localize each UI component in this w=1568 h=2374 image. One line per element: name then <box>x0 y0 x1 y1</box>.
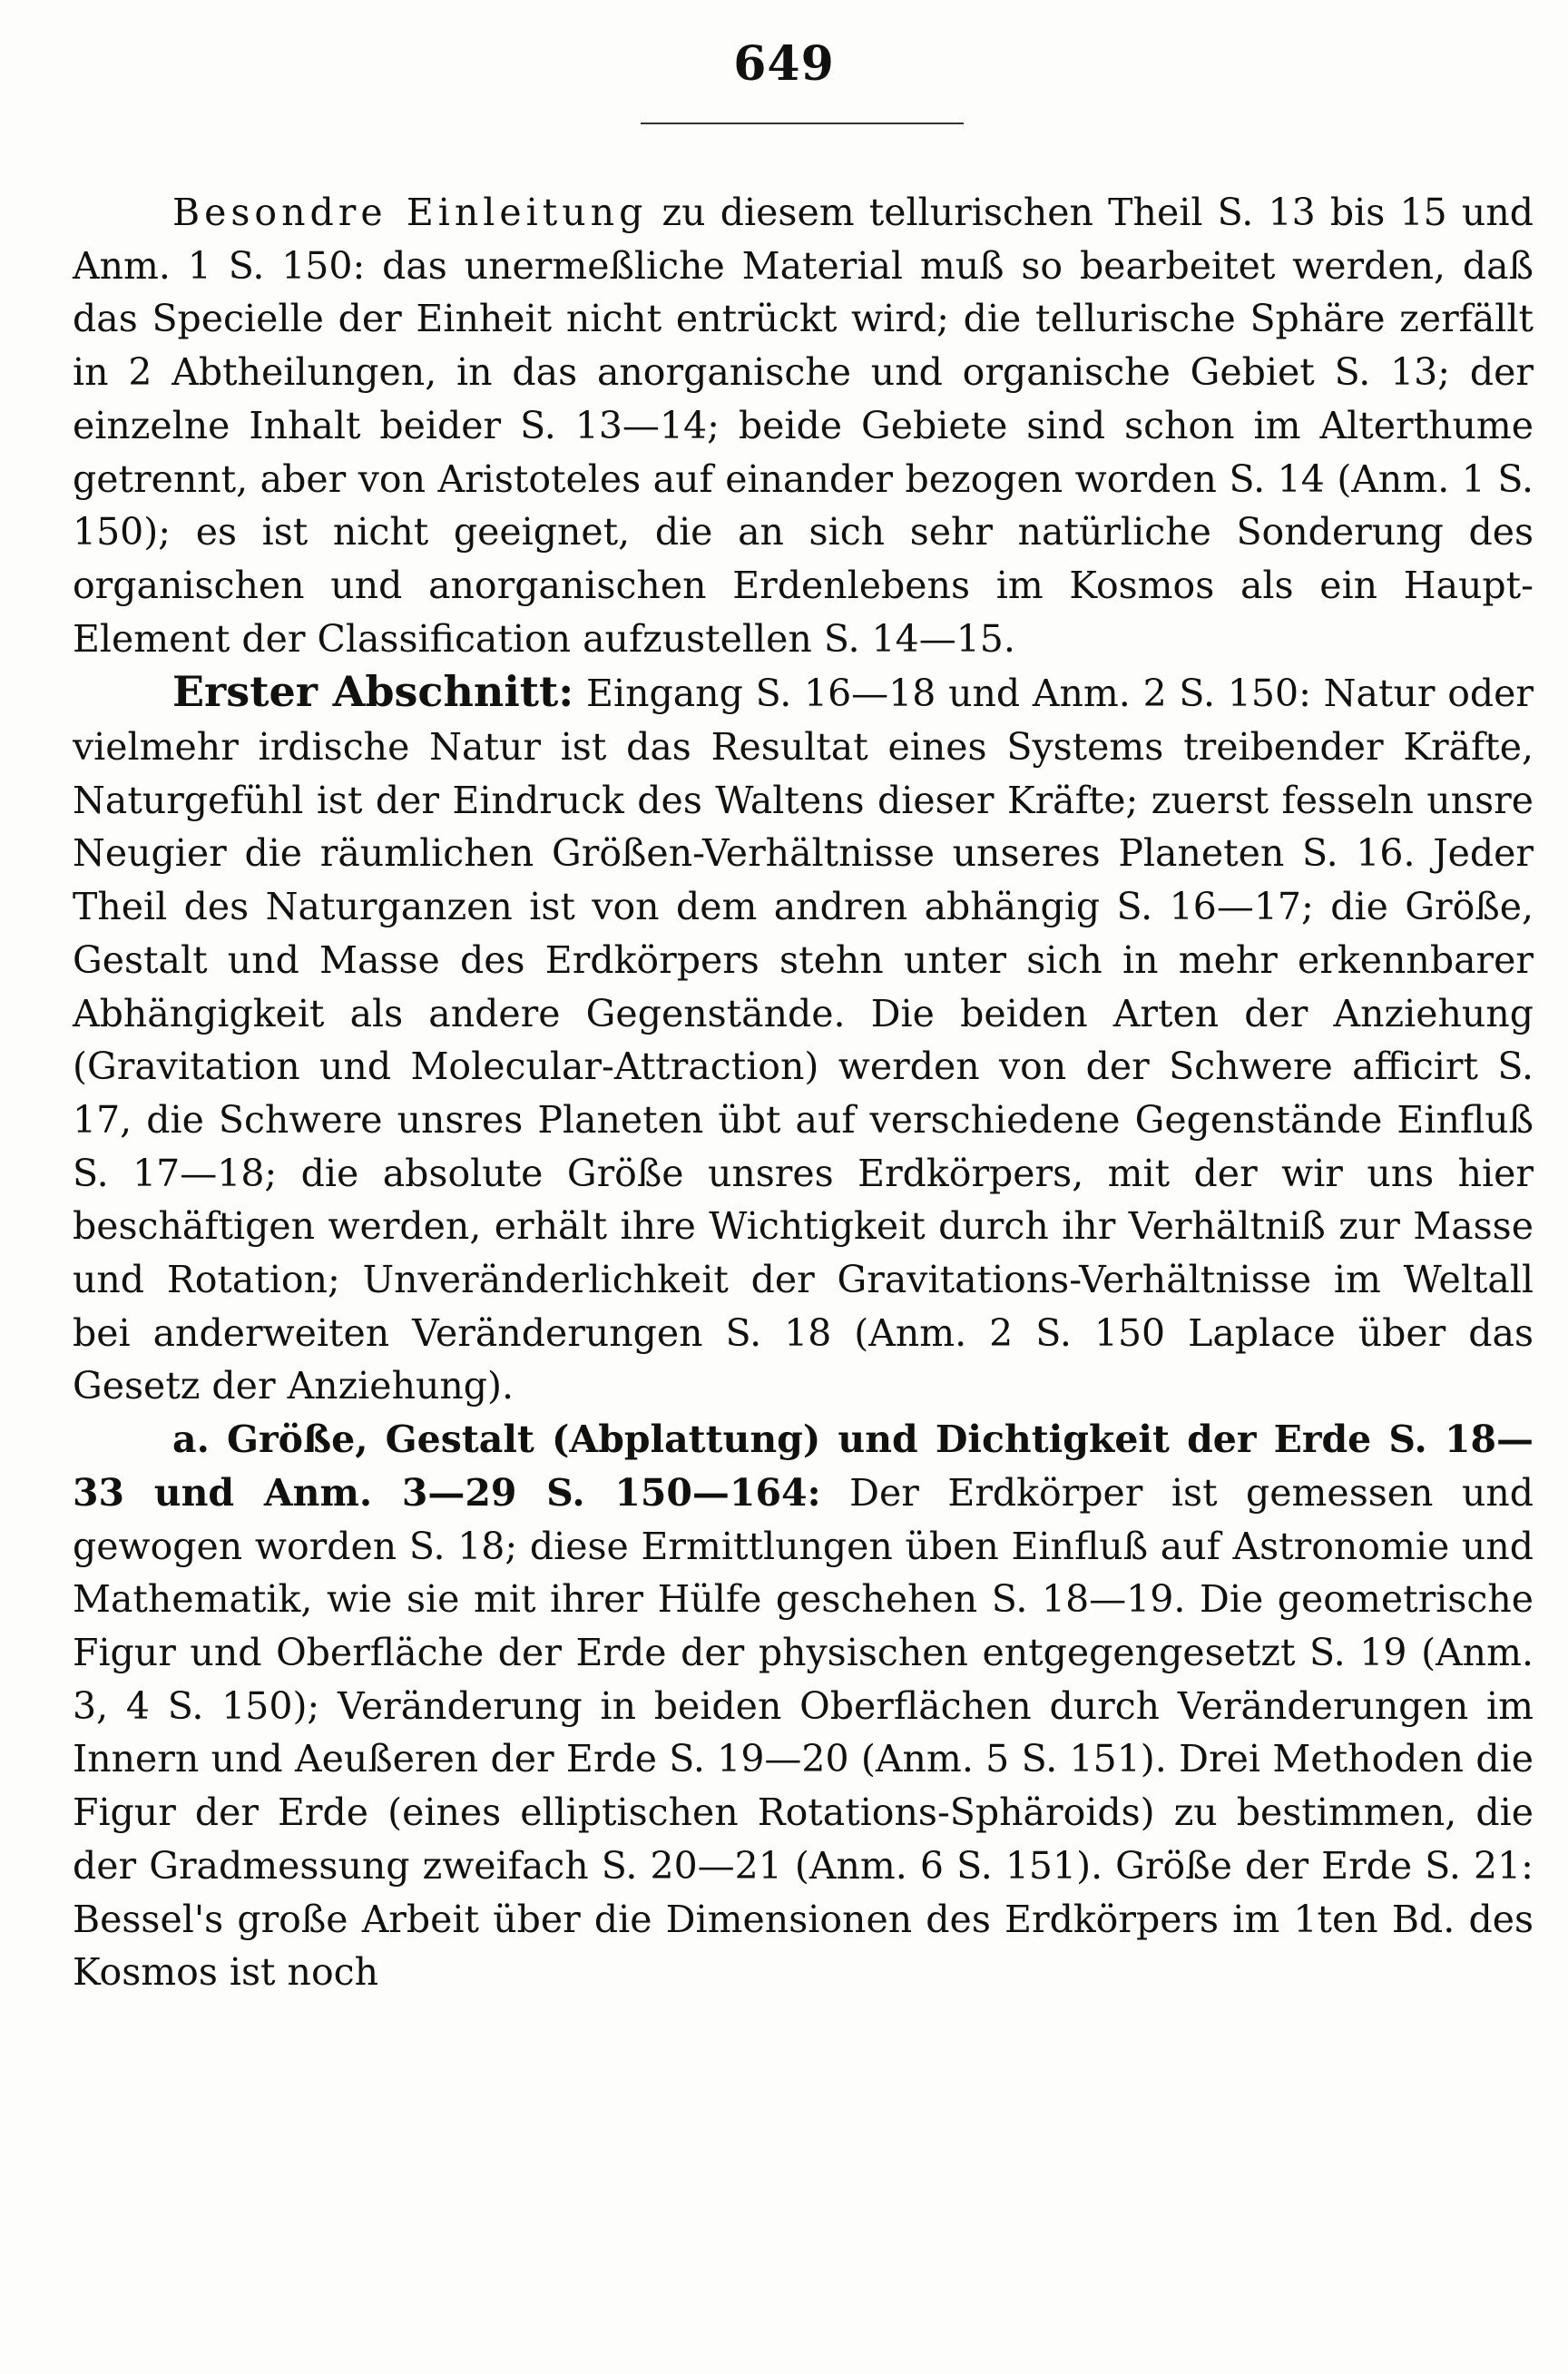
paragraph-introduction <box>73 186 1534 665</box>
subsection-heading: a. Größe, Gestalt (Abplattung) und Dichtigkeit der Erde S. 18—33 und Anm. 3—29 S. 150—164: <box>73 1418 1534 1515</box>
paragraph-size-shape <box>73 1413 1534 1999</box>
body-text <box>73 186 1534 1999</box>
paragraph-text: Der Erdkörper ist gemessen und gewogen worden S. 18; diese Ermittlungen üben Einfluß auf Astronomie und Mathematik, wie sie mit ihrer Hülfe geschehen S. 18—19. Die geometrische Figur und Oberfläche der Erde der physischen entgegengesetzt S. 19 (Anm. 3, 4 S. 150); Veränderung in beiden Oberflächen durch Veränderungen im Innern und Aeußeren der Erde S. 19—20 (Anm. 5 S. 151). Drei Methoden die Figur der Erde (eines elliptischen Rotations-Sphäroids) zu bestimmen, die der Gradmessung zweifach S. 20—21 (Anm. 6 S. 151). Größe der Erde S. 21: Bessel's große Arbeit über die Dimensionen des Erdkörpers im 1ten Bd. des Kosmos ist noch <box>73 1470 1534 1995</box>
page-number: 649 <box>733 36 835 92</box>
paragraph-lead: Besondre Einleitung <box>172 191 648 234</box>
section-heading: Erster Abschnitt: <box>172 667 574 717</box>
paragraph-first-section <box>73 665 1534 1413</box>
header-rule <box>641 123 964 124</box>
paragraph-text: Eingang S. 16—18 und Anm. 2 S. 150: Natur oder vielmehr irdische Natur ist das Resultat eines Systems treibender Kräfte, Naturgefühl ist der Eindruck des Waltens dieser Kräfte; zuerst fesseln unsre Neugier die räumlichen Größen-Verhältnisse unseres Planeten S. 16. Jeder Theil des Naturganzen ist von dem andren abhängig S. 16—17; die Größe, Gestalt und Masse des Erdkörpers stehn unter sich in mehr erkennbarer Abhängigkeit als andere Gegenstände. Die beiden Arten der Anziehung (Gravitation und Molecular-Attraction) werden von der Schwere afficirt S. 17, die Schwere unsres Planeten übt auf verschiedene Gegenstände Einfluß S. 17—18; die absolute Größe unsres Erdkörpers, mit der wir uns hier beschäftigen werden, erhält ihre Wichtigkeit durch ihr Verhältniß zur Masse und Rotation; Unveränderlichkeit der Gravitations-Verhältnisse im Weltall bei anderweiten Veränderungen S. 18 (Anm. 2 S. 150 Laplace über das Gesetz der Anziehung). <box>73 672 1534 1408</box>
paragraph-text: zu diesem tellurischen Theil S. 13 bis 15 und Anm. 1 S. 150: das unermeßliche Material muß so bearbeitet werden, daß das Specielle der Einheit nicht entrückt wird; die tellurische Sphäre zerfällt in 2 Abtheilungen, in das anorganische und organische Gebiet S. 13; der einzelne Inhalt beider S. 13—14; beide Gebiete sind schon im Alterthume getrennt, aber von Aristoteles auf einander bezogen worden S. 14 (Anm. 1 S. 150); es ist nicht geeignet, die an sich sehr natürliche Sonderung des organischen und anorganischen Erdenlebens im Kosmos als ein Haupt-Element der Classification aufzustellen S. 14—15. <box>73 191 1534 661</box>
